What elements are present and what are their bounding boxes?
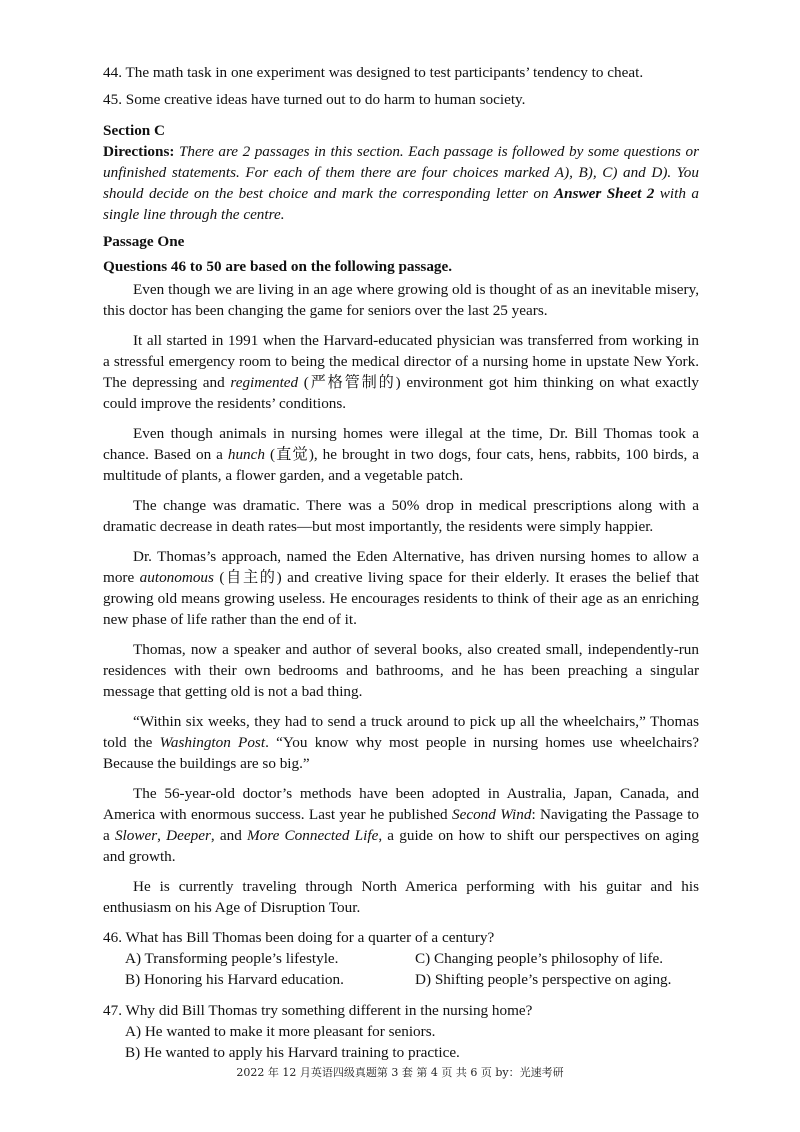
paragraph-2: It all started in 1991 when the Harvard-educated physician was transferred from working in a stressful emergency room to being the medical director of a nursing home in upstate New York. The depressing and regimented (严格管制的) environment got him thinking on what exactly could improve the residents’ conditions.	[103, 332, 700, 412]
term-regimented: regimented	[230, 374, 299, 391]
statement-44: 44. The math task in one experiment was designed to test participants’ tendency to cheat.	[103, 64, 644, 81]
paragraph-3: Even though animals in nursing homes were illegal at the time, Dr. Bill Thomas took a chance. Based on a hunch (直觉), he brought in two dogs, four cats, hens, rabbits, 100 birds, a multitude of plants, a flower garden, and a vegetable patch.	[103, 425, 700, 484]
answer-sheet-ref: Answer Sheet 2	[554, 185, 655, 202]
passage-title: Passage One	[103, 233, 185, 250]
paragraph-4: The change was dramatic. There was a 50% drop in medical prescriptions along with a dramatic decrease in death rates—but most importantly, the residents were simply happier.	[103, 497, 699, 535]
directions-text: There are 2 passages in this section. Each passage is followed by some questions or unfinished statements. For each of them there are four choices marked A), B), C) and D). You should decide on the best choice and mark the corresponding letter on	[103, 143, 700, 202]
statement-45: 45. Some creative ideas have turned out to do harm to human society.	[103, 91, 526, 108]
section-title: Section C	[103, 122, 166, 139]
paragraph-5: Dr. Thomas’s approach, named the Eden Alternative, has driven nursing homes to allow a more autonomous (自主的) and creative living space for their elderly. It erases the belief that growing old means growing useless. He encourages residents to think of their age as an enriching new phase of life rather than the end of it.	[103, 548, 700, 628]
page-footer: 2022 年 12 月英语四级真题第 3 套 第 4 页 共 6 页 by：光速考研	[236, 1066, 564, 1079]
question-stem: 47. Why did Bill Thomas try something different in the nursing home?	[103, 1002, 533, 1019]
option-c: C) Changing people’s philosophy of life.	[415, 950, 664, 967]
directions	[103, 141, 699, 225]
option-a: A) He wanted to make it more pleasant for seniors.	[125, 1023, 436, 1040]
gloss-autonomous: (自主的)	[219, 569, 282, 586]
question-46	[103, 927, 699, 990]
directions-label: Directions:	[103, 143, 175, 160]
paragraph-6: Thomas, now a speaker and author of several books, also created small, independently-run residences with their own bedrooms and bathrooms, and he has been preaching a singular message that getting old is not a bad thing.	[103, 641, 699, 700]
term-autonomous: autonomous	[139, 569, 214, 586]
paragraph-9: He is currently traveling through North America performing with his guitar and his enthusiasm on his Age of Disruption Tour.	[103, 878, 699, 916]
term-hunch: hunch	[227, 446, 265, 463]
question-47	[103, 1000, 699, 1063]
option-b: B) Honoring his Harvard education.	[125, 971, 344, 988]
paragraph-1: Even though we are living in an age where growing old is thought of as an inevitable misery, this doctor has been changing the game for seniors over the last 25 years.	[103, 281, 699, 319]
document-page	[103, 62, 699, 1063]
paragraph-8: The 56-year-old doctor’s methods have been adopted in Australia, Japan, Canada, and America with enormous success. Last year he published Second Wind: Navigating the Passage to a Slower, Deeper, and More Connected Life, a guide on how to shift our perspectives on aging and growth.	[103, 785, 700, 865]
directions-text-end: with a single line through the centre.	[103, 185, 699, 223]
question-stem: 46. What has Bill Thomas been doing for a quarter of a century?	[103, 929, 495, 946]
questions-intro: Questions 46 to 50 are based on the following passage.	[103, 258, 453, 275]
option-d: D) Shifting people’s perspective on aging.	[415, 971, 672, 988]
option-b: B) He wanted to apply his Harvard training to practice.	[125, 1044, 460, 1061]
book-title: Second Wind	[452, 806, 532, 823]
gloss-hunch: (直觉)	[269, 446, 314, 463]
option-a: A) Transforming people’s lifestyle.	[125, 950, 339, 967]
paragraph-7: “Within six weeks, they had to send a truck around to pick up all the wheelchairs,” Thomas told the Washington Post. “You know why most people in nursing homes use wheelchairs? Because the buildings are so big.”	[103, 713, 700, 772]
gloss-regimented: (严格管制的)	[303, 374, 401, 391]
publication-name: Washington Post	[159, 734, 266, 751]
